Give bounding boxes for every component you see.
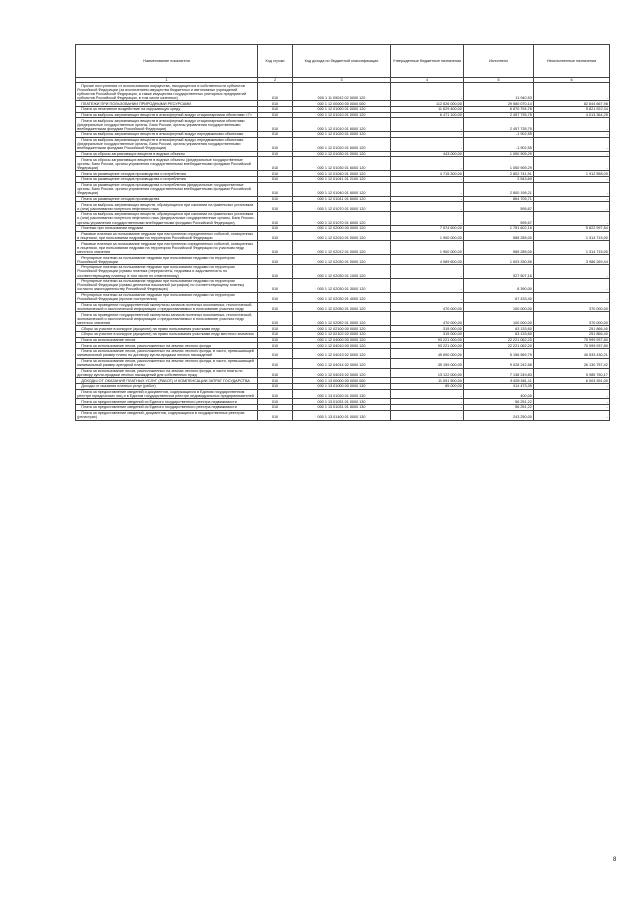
- unexecuted-amount-cell: 370 000,00: [534, 312, 610, 326]
- line-code-cell: 010: [258, 312, 293, 326]
- table-row: [76, 196, 610, 202]
- budget-classification-code-cell: 000 1 13 01031 01 0000 130: [293, 399, 391, 405]
- indicator-name-cell: Плата за размещение отходов производства и потребления: [76, 171, 258, 177]
- executed-amount-cell: 1 003 330,56: [464, 255, 534, 265]
- budget-classification-code-cell: 000 1 12 02102 02 0000 120: [293, 331, 391, 337]
- table-row: [76, 118, 610, 132]
- table-row: [76, 182, 610, 196]
- indicator-name-cell: Прочие поступления от использования имущества, находящегося в собственности субъектов Российской Федерации (за исключением имущества бюджетных и автономных учреждений субъектов Российской Федерации, а также имущества государственных унитарных предприятий субъектов Российской Федерации, в том числе казенных): [76, 83, 258, 101]
- executed-amount-cell: -1 902,55: [464, 132, 534, 138]
- line-code-cell: 010: [258, 83, 293, 101]
- executed-amount-cell: 927 507,16: [464, 265, 534, 279]
- budget-classification-code-cell: 000 1 12 01000 01 0000 120: [293, 106, 391, 112]
- unexecuted-amount-cell: 1 314 715,00: [534, 231, 610, 241]
- line-code-cell: 010: [258, 106, 293, 112]
- indicator-name-cell: Плата за негативное воздействие на окружающую среду: [76, 106, 258, 112]
- approved-amount-cell: -: [391, 399, 464, 405]
- table-row: [76, 399, 610, 405]
- table-row: [76, 410, 610, 420]
- indicator-name-cell: ПЛАТЕЖИ ПРИ ПОЛЬЗОВАНИИ ПРИРОДНЫМИ РЕСУРСАМИ: [76, 101, 258, 107]
- budget-classification-code-cell: 000 1 13 01020 01 0000 130: [293, 389, 391, 399]
- executed-amount-cell: 585 285,00: [464, 231, 534, 241]
- line-code-cell: 010: [258, 389, 293, 399]
- unexecuted-amount-cell: -: [534, 202, 610, 212]
- table-row: [76, 312, 610, 326]
- budget-classification-code-cell: 000 1 12 01070 01 0000 120: [293, 202, 391, 212]
- budget-classification-code-cell: 000 1 12 01010 01 0000 120: [293, 112, 391, 118]
- unexecuted-amount-cell: -: [534, 118, 610, 132]
- indicator-name-cell: Регулярные платежи за пользование недрами при пользовании недрами на территории Российской Федерации: [76, 255, 258, 265]
- approved-amount-cell: -: [391, 196, 464, 202]
- unexecuted-amount-cell: 3 986 269,44: [534, 255, 610, 265]
- executed-amount-cell: 9 028 242,58: [464, 358, 534, 368]
- line-code-cell: 010: [258, 182, 293, 196]
- budget-classification-code-cell: 000 1 12 02052 01 0000 120: [293, 312, 391, 326]
- table-row: [76, 106, 610, 112]
- approved-amount-cell: 7 574 600,00: [391, 225, 464, 231]
- indicator-name-cell: Разовые платежи за пользование недрами при наступлении определенных событий, оговоренных в лицензии, при пользовании недрами на территории Российской Федерации по участкам недр местного значения: [76, 241, 258, 255]
- table-row: [76, 292, 610, 302]
- approved-amount-cell: -: [391, 405, 464, 411]
- executed-amount-cell: 2 457 735,75: [464, 112, 534, 118]
- budget-classification-code-cell: 000 1 12 01020 01 0000 120: [293, 132, 391, 138]
- column-number: 5: [464, 77, 534, 83]
- executed-amount-cell: 2 800 198,21: [464, 182, 534, 196]
- approved-amount-cell: 443 000,00: [391, 151, 464, 157]
- indicator-name-cell: Плата за проведение государственной экспертизы запасов полезных ископаемых, геологической, экономической и экологической информации о предоставляемых в пользование участках недр: [76, 302, 258, 312]
- approved-amount-cell: -: [391, 292, 464, 302]
- approved-amount-cell: 11 629 400,00: [391, 106, 464, 112]
- unexecuted-amount-cell: -: [534, 265, 610, 279]
- indicator-name-cell: Сборы за участие в конкурсе (аукционе) на право пользования участками недр: [76, 326, 258, 332]
- executed-amount-cell: 22 221 062,20: [464, 343, 534, 349]
- unexecuted-amount-cell: -: [534, 132, 610, 138]
- approved-amount-cell: -: [391, 212, 464, 226]
- budget-classification-code-cell: 000 1 12 02100 00 0000 120: [293, 326, 391, 332]
- unexecuted-amount-cell: -: [534, 177, 610, 183]
- executed-amount-cell: 414 473,35: [464, 384, 534, 390]
- table-row: [76, 231, 610, 241]
- budget-classification-code-cell: 000 1 12 01030 01 6000 120: [293, 157, 391, 171]
- table-body: [76, 83, 610, 420]
- indicator-name-cell: Плата за выбросы загрязняющих веществ, образующихся при сжигании на факельных установках и (или) рассеивании попутного нефтяного газа: [76, 202, 258, 212]
- executed-amount-cell: 67 433,40: [464, 292, 534, 302]
- budget-classification-code-cell: 000 1 12 04000 00 0000 120: [293, 337, 391, 343]
- line-code-cell: 010: [258, 410, 293, 420]
- unexecuted-amount-cell: -: [534, 384, 610, 390]
- indicator-name-cell: Плата за размещение отходов производства и потребления (федеральные государственные органы, Банк России, органы управления государственными внебюджетными фондами Российской Федерации): [76, 182, 258, 196]
- table-row: [76, 255, 610, 265]
- budget-classification-code-cell: 000 1 12 01041 01 2100 120: [293, 177, 391, 183]
- table-row: [76, 171, 610, 177]
- approved-amount-cell: 470 000,00: [391, 302, 464, 312]
- approved-amount-cell: 11 091 500,00: [391, 378, 464, 384]
- unexecuted-amount-cell: -: [534, 410, 610, 420]
- executed-amount-cell: 2 802 741,91: [464, 171, 534, 177]
- indicator-name-cell: Плата за использование лесов, расположенных на землях лесного фонда: [76, 343, 258, 349]
- unexecuted-amount-cell: -: [534, 182, 610, 196]
- table-row: [76, 343, 610, 349]
- approved-amount-cell: 315 000,00: [391, 326, 464, 332]
- header-unexecuted: Неисполненные назначения: [534, 45, 610, 78]
- line-code-cell: 010: [258, 241, 293, 255]
- executed-amount-cell: 100 000,00: [464, 302, 534, 312]
- approved-amount-cell: -: [391, 410, 464, 420]
- approved-amount-cell: -: [391, 278, 464, 292]
- unexecuted-amount-cell: 5 821 922,34: [534, 106, 610, 112]
- table-row: [76, 389, 610, 399]
- executed-amount-cell: 7 136 249,83: [464, 368, 534, 378]
- line-code-cell: 010: [258, 368, 293, 378]
- unexecuted-amount-cell: 70 999 937,80: [534, 343, 610, 349]
- executed-amount-cell: 29 580 070,14: [464, 101, 534, 107]
- unexecuted-amount-cell: 1 314 715,00: [534, 241, 610, 255]
- indicator-name-cell: Плата за сбросы загрязняющих веществ в водные объекты: [76, 151, 258, 157]
- executed-amount-cell: 5 635 661,11: [464, 378, 534, 384]
- approved-amount-cell: 112 626 000,00: [391, 101, 464, 107]
- table-row: [76, 348, 610, 358]
- table-row: [76, 331, 610, 337]
- unexecuted-amount-cell: 4 013 364,25: [534, 112, 610, 118]
- table-row: [76, 278, 610, 292]
- table-row: [76, 212, 610, 226]
- unexecuted-amount-cell: -: [534, 83, 610, 101]
- column-number: 4: [391, 77, 464, 83]
- indicator-name-cell: Регулярные платежи за пользование недрами при пользовании недрами на территории Российской Федерации (суммы денежных взысканий (штрафов) по соответствующему платежу согласно законодательству Российской Федерации): [76, 278, 258, 292]
- approved-amount-cell: 4 989 600,00: [391, 255, 464, 265]
- executed-amount-cell: 63 133,60: [464, 331, 534, 337]
- executed-amount-cell: -1 902,55: [464, 137, 534, 151]
- table-row: [76, 101, 610, 107]
- indicator-name-cell: ДОХОДЫ ОТ ОКАЗАНИЯ ПЛАТНЫХ УСЛУГ (РАБОТ) И КОМПЕНСАЦИИ ЗАТРАТ ГОСУДАРСТВА: [76, 378, 258, 384]
- unexecuted-amount-cell: 251 866,40: [534, 331, 610, 337]
- line-code-cell: 010: [258, 358, 293, 368]
- executed-amount-cell: 63 133,60: [464, 326, 534, 332]
- budget-classification-code-cell: 000 1 12 04015 02 0000 120: [293, 368, 391, 378]
- table-header-row: [76, 45, 610, 78]
- line-code-cell: 010: [258, 292, 293, 302]
- budget-classification-code-cell: 000 1 12 01041 01 6000 120: [293, 196, 391, 202]
- line-code-cell: 010: [258, 132, 293, 138]
- table-row: [76, 358, 610, 368]
- executed-amount-cell: 595,67: [464, 202, 534, 212]
- approved-amount-cell: -: [391, 265, 464, 279]
- budget-classification-code-cell: 000 1 12 00000 00 0000 000: [293, 101, 391, 107]
- approved-amount-cell: 13 122 000,00: [391, 368, 464, 378]
- approved-amount-cell: 470 000,00: [391, 312, 464, 326]
- executed-amount-cell: 100 000,00: [464, 312, 534, 326]
- table-row: [76, 151, 610, 157]
- unexecuted-amount-cell: -: [534, 151, 610, 157]
- unexecuted-amount-cell: -: [534, 137, 610, 151]
- approved-amount-cell: -: [391, 202, 464, 212]
- line-code-cell: 010: [258, 378, 293, 384]
- approved-amount-cell: -: [391, 118, 464, 132]
- budget-execution-table: [75, 44, 610, 421]
- budget-classification-code-cell: 000 1 13 01000 00 0000 130: [293, 384, 391, 390]
- line-code-cell: 010: [258, 399, 293, 405]
- budget-classification-code-cell: 000 1 12 02030 01 0000 120: [293, 255, 391, 265]
- line-code-cell: 010: [258, 157, 293, 171]
- executed-amount-cell: 1 050 905,29: [464, 151, 534, 157]
- approved-amount-cell: 35 159 000,00: [391, 358, 464, 368]
- indicator-name-cell: Плата за выбросы загрязняющих веществ в атмосферный воздух передвижными объектами (федеральные государственные органы, Банк России, органы управления государственными внебюджетными фондами Российской Федерации): [76, 137, 258, 151]
- line-code-cell: 010: [258, 151, 293, 157]
- unexecuted-amount-cell: -: [534, 399, 610, 405]
- executed-amount-cell: 2 457 735,75: [464, 118, 534, 132]
- approved-amount-cell: -: [391, 83, 464, 101]
- indicator-name-cell: Плата за размещение отходов производства: [76, 196, 258, 202]
- column-number: 2: [258, 77, 293, 83]
- table-row: [76, 265, 610, 279]
- budget-classification-code-cell: 000 1 12 01020 01 6000 120: [293, 137, 391, 151]
- unexecuted-amount-cell: 5 985 750,17: [534, 368, 610, 378]
- line-code-cell: 010: [258, 331, 293, 337]
- line-code-cell: 010: [258, 265, 293, 279]
- indicator-name-cell: Доходы от оказания платных услуг (работ): [76, 384, 258, 390]
- table-row: [76, 302, 610, 312]
- header-executed: Исполнено: [464, 45, 534, 78]
- unexecuted-amount-cell: 1 912 558,09: [534, 171, 610, 177]
- budget-classification-code-cell: 000 1 12 01030 01 0000 120: [293, 151, 391, 157]
- budget-classification-code-cell: 000 1 12 02010 01 0000 120: [293, 231, 391, 241]
- column-number: 3: [293, 77, 391, 83]
- table-row: [76, 177, 610, 183]
- unexecuted-amount-cell: -: [534, 196, 610, 202]
- unexecuted-amount-cell: 40 533 430,21: [534, 348, 610, 358]
- unexecuted-amount-cell: 70 999 937,80: [534, 337, 610, 343]
- indicator-name-cell: Разовые платежи за пользование недрами при наступлении определенных событий, оговоренных в лицензии, при пользовании недрами на территории Российской Федерации: [76, 231, 258, 241]
- line-code-cell: 010: [258, 225, 293, 231]
- line-code-cell: 010: [258, 137, 293, 151]
- approved-amount-cell: 85 000,00: [391, 384, 464, 390]
- executed-amount-cell: 1 050 905,29: [464, 157, 534, 171]
- table-row: [76, 157, 610, 171]
- line-code-cell: 010: [258, 302, 293, 312]
- indicator-name-cell: Плата за предоставление сведений и документов, содержащихся в Едином государственном реестре юридических лиц и в Едином государственном реестре индивидуальных предпринимателей: [76, 389, 258, 399]
- line-code-cell: 010: [258, 177, 293, 183]
- approved-amount-cell: -: [391, 389, 464, 399]
- budget-classification-code-cell: 000 1 12 04013 02 0000 120: [293, 348, 391, 358]
- indicator-name-cell: Сборы за участие в конкурсе (аукционе) на право пользования участками недр местного значения: [76, 331, 258, 337]
- table-row: [76, 241, 610, 255]
- indicator-name-cell: Плата за проведение государственной экспертизы запасов полезных ископаемых, геологической, экономической и экологической информации о предоставляемых в пользование участках недр местного значения: [76, 312, 258, 326]
- budget-classification-code-cell: 000 1 13 01031 01 8000 130: [293, 405, 391, 411]
- line-code-cell: 010: [258, 384, 293, 390]
- line-code-cell: 010: [258, 326, 293, 332]
- line-code-cell: 010: [258, 337, 293, 343]
- header-budget-classification-code: Код дохода по бюджетной классификации: [293, 45, 391, 78]
- indicator-name-cell: Плата за использование лесов, расположенных на землях лесного фонда, в части, превышающей минимальный размер арендной платы: [76, 358, 258, 368]
- table-row: [76, 326, 610, 332]
- budget-classification-code-cell: 000 1 12 02012 01 0000 120: [293, 241, 391, 255]
- indicator-name-cell: Регулярные платежи за пользование недрами при пользовании недрами на территории Российской Федерации (суммы платежа (перерасчеты, недоимка и задолженность по соответствующему платежу, в том числе по отмененному): [76, 265, 258, 279]
- header-approved-appropriations: Утвержденные бюджетные назначения: [391, 45, 464, 78]
- budget-classification-code-cell: 000 1 12 02030 01 3000 120: [293, 278, 391, 292]
- executed-amount-cell: 864 705,71: [464, 196, 534, 202]
- table-row: [76, 137, 610, 151]
- table-row: [76, 202, 610, 212]
- indicator-name-cell: Плата за использование лесов, расположенных на землях лесного фонда, в части, превышающей минимальный размер платы по договору купли-продажи лесных насаждений: [76, 348, 258, 358]
- unexecuted-amount-cell: 6 003 391,00: [534, 378, 610, 384]
- line-code-cell: 010: [258, 112, 293, 118]
- line-code-cell: 010: [258, 196, 293, 202]
- approved-amount-cell: 315 000,00: [391, 331, 464, 337]
- approved-amount-cell: -: [391, 132, 464, 138]
- approved-amount-cell: -: [391, 182, 464, 196]
- line-code-cell: 010: [258, 343, 293, 349]
- executed-amount-cell: 595,67: [464, 212, 534, 226]
- approved-amount-cell: -: [391, 157, 464, 171]
- executed-amount-cell: 8 390,00: [464, 278, 534, 292]
- header-line-code: Код строки: [258, 45, 293, 78]
- indicator-name-cell: Плата за предоставление сведений из Единого государственного реестра недвижимости: [76, 405, 258, 411]
- unexecuted-amount-cell: -: [534, 278, 610, 292]
- header-indicator-name: Наименование показателя: [76, 45, 258, 78]
- unexecuted-amount-cell: -: [534, 157, 610, 171]
- budget-classification-code-cell: 000 1 12 01070 01 6000 120: [293, 212, 391, 226]
- table-row: [76, 112, 610, 118]
- unexecuted-amount-cell: 82 844 667,98: [534, 101, 610, 107]
- indicator-name-cell: Плата за выбросы загрязняющих веществ, образующихся при сжигании на факельных установках и (или) рассеивании попутного нефтяного газа (федеральные государственные органы, Банк России, органы управления государственными внебюджетными фондами Российской Федерации): [76, 212, 258, 226]
- budget-classification-code-cell: 000 1 12 01040 01 0000 120: [293, 171, 391, 177]
- column-number: 1: [76, 77, 258, 83]
- line-code-cell: 010: [258, 278, 293, 292]
- table-row: [76, 378, 610, 384]
- executed-amount-cell: 56 251,22: [464, 399, 534, 405]
- table-row: [76, 83, 610, 101]
- line-code-cell: 010: [258, 171, 293, 177]
- indicator-name-cell: Плата за предоставление сведений, документов, содержащихся в государственных реестрах (регистрах): [76, 410, 258, 420]
- line-code-cell: 010: [258, 101, 293, 107]
- unexecuted-amount-cell: -: [534, 292, 610, 302]
- approved-amount-cell: 6 471 100,00: [391, 112, 464, 118]
- table-row: [76, 132, 610, 138]
- table-row: [76, 405, 610, 411]
- table-row: [76, 368, 610, 378]
- budget-classification-code-cell: 000 1 13 00000 00 0000 000: [293, 378, 391, 384]
- line-code-cell: 010: [258, 202, 293, 212]
- page-number: 8: [613, 857, 617, 863]
- executed-amount-cell: 243 250,00: [464, 410, 534, 420]
- executed-amount-cell: 11 940,53: [464, 83, 534, 101]
- budget-classification-code-cell: 000 1 12 02030 01 1000 120: [293, 265, 391, 279]
- indicator-name-cell: Плата за использование лесов, расположенных на землях лесного фонда, в части платы по договору купли-продажи лесных насаждений для собственных нужд: [76, 368, 258, 378]
- budget-classification-code-cell: 000 1 12 01010 01 6000 120: [293, 118, 391, 132]
- approved-amount-cell: -: [391, 177, 464, 183]
- approved-amount-cell: 93 221 000,00: [391, 343, 464, 349]
- unexecuted-amount-cell: 251 866,40: [534, 326, 610, 332]
- indicator-name-cell: Плата за сбросы загрязняющих веществ в водные объекты (федеральные государственные органы, Банк России, органы управления государственными внебюджетными фондами Российской Федерации): [76, 157, 258, 171]
- executed-amount-cell: 6 870 794,78: [464, 106, 534, 112]
- line-code-cell: 010: [258, 255, 293, 265]
- budget-classification-code-cell: 000 1 13 01400 01 0000 130: [293, 410, 391, 420]
- unexecuted-amount-cell: 26 130 757,42: [534, 358, 610, 368]
- approved-amount-cell: 93 221 000,00: [391, 337, 464, 343]
- executed-amount-cell: 1 751 602,16: [464, 225, 534, 231]
- executed-amount-cell: 5 156 569,79: [464, 348, 534, 358]
- line-code-cell: 010: [258, 212, 293, 226]
- unexecuted-amount-cell: -: [534, 212, 610, 226]
- line-code-cell: 010: [258, 118, 293, 132]
- approved-amount-cell: 4 715 300,00: [391, 171, 464, 177]
- approved-amount-cell: 1 900 000,00: [391, 231, 464, 241]
- unexecuted-amount-cell: 5 822 997,84: [534, 225, 610, 231]
- unexecuted-amount-cell: -: [534, 405, 610, 411]
- executed-amount-cell: 400,00: [464, 389, 534, 399]
- executed-amount-cell: 22 221 062,20: [464, 337, 534, 343]
- line-code-cell: 010: [258, 348, 293, 358]
- indicator-name-cell: Плата за размещение отходов производства и потребления: [76, 177, 258, 183]
- indicator-name-cell: Плата за использование лесов: [76, 337, 258, 343]
- unexecuted-amount-cell: -: [534, 389, 610, 399]
- indicator-name-cell: Плата за выбросы загрязняющих веществ в атмосферный воздух стационарными объектами (федеральные государственные органы, Банк России, органы управления государственными внебюджетными фондами Российской Федерации): [76, 118, 258, 132]
- budget-classification-code-cell: 000 1 12 02000 00 0000 120: [293, 225, 391, 231]
- budget-classification-code-cell: 000 1 12 02050 01 0000 120: [293, 302, 391, 312]
- budget-classification-code-cell: 000 1 12 04014 02 0000 120: [293, 358, 391, 368]
- budget-classification-code-cell: 000 1 12 01040 01 6000 120: [293, 182, 391, 196]
- budget-classification-code-cell: 000 1 11 09042 02 0000 120: [293, 83, 391, 101]
- indicator-name-cell: Плата за выбросы загрязняющих веществ в атмосферный воздух стационарными объектами <7>: [76, 112, 258, 118]
- executed-amount-cell: 2 543,69: [464, 177, 534, 183]
- unexecuted-amount-cell: 370 000,00: [534, 302, 610, 312]
- executed-amount-cell: 56 251,22: [464, 405, 534, 411]
- budget-classification-code-cell: 000 1 12 02030 01 4000 120: [293, 292, 391, 302]
- line-code-cell: 010: [258, 405, 293, 411]
- indicator-name-cell: Плата за выбросы загрязняющих веществ в атмосферный воздух передвижными объектами: [76, 132, 258, 138]
- approved-amount-cell: -: [391, 137, 464, 151]
- executed-amount-cell: 585 285,00: [464, 241, 534, 255]
- line-code-cell: 010: [258, 231, 293, 241]
- approved-amount-cell: 1 900 000,00: [391, 241, 464, 255]
- column-number: 6: [534, 77, 610, 83]
- indicator-name-cell: Платежи при пользовании недрами: [76, 225, 258, 231]
- indicator-name-cell: Регулярные платежи за пользование недрами при пользовании недрами на территории Российской Федерации (прочие поступления): [76, 292, 258, 302]
- budget-classification-code-cell: 000 1 12 04010 00 0000 120: [293, 343, 391, 349]
- approved-amount-cell: 45 690 000,00: [391, 348, 464, 358]
- indicator-name-cell: Плата за предоставление сведений из Единого государственного реестра недвижимости: [76, 399, 258, 405]
